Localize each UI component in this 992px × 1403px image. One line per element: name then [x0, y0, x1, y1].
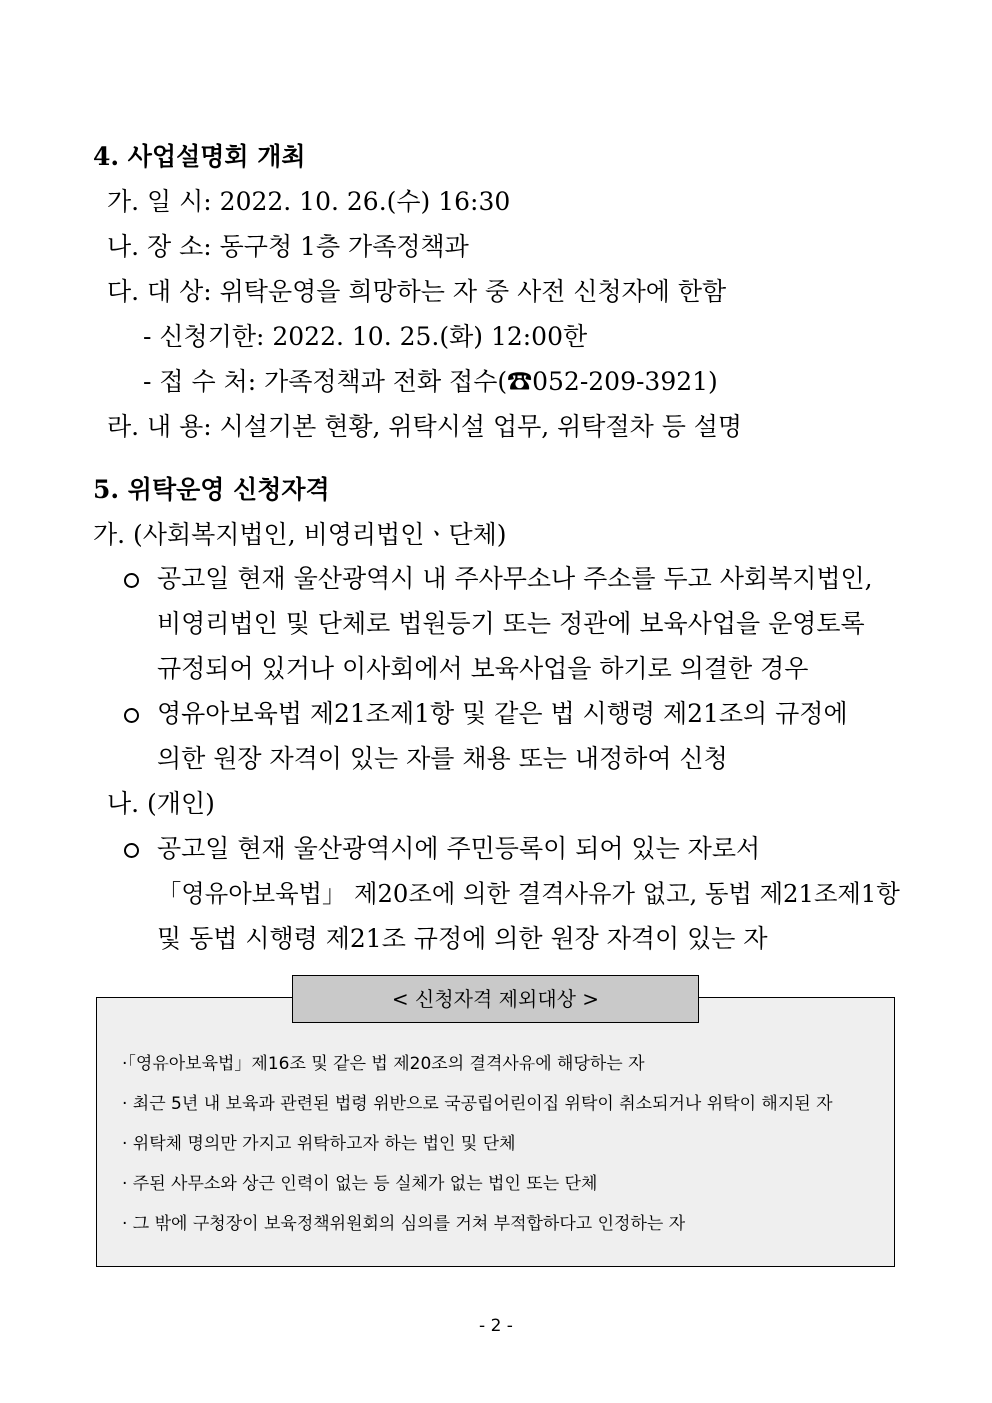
section-5-heading: 5. 위탁운영 신청자격	[93, 475, 330, 504]
indiv-item-line1: 공고일 현재 울산광역시에 주민등록이 되어 있는 자로서	[157, 834, 761, 863]
circle-bullet-icon	[124, 843, 139, 858]
corp-item2-line1: 영유아보육법 제21조제1항 및 같은 법 시행령 제21조의 규정에	[157, 699, 848, 728]
indiv-item-line2: 「영유아보육법」 제20조에 의한 결격사유가 없고, 동법 제21조제1항	[157, 879, 900, 908]
corp-item2-line2: 의한 원장 자격이 있는 자를 채용 또는 내정하여 신청	[157, 744, 728, 773]
briefing-content: 라. 내 용: 시설기본 현황, 위탁시설 업무, 위탁절차 등 설명	[107, 412, 743, 441]
exclusion-box-title: < 신청자격 제외대상 >	[292, 975, 699, 1023]
exclusion-item: · 주된 사무소와 상근 인력이 없는 등 실체가 없는 법인 또는 단체	[122, 1174, 598, 1194]
corp-item1-line3: 규정되어 있거나 이사회에서 보육사업을 하기로 의결한 경우	[157, 654, 809, 683]
corporation-label: 가. (사회복지법인, 비영리법인ㆍ단체)	[93, 520, 507, 549]
exclusion-item: · 위탁체 명의만 가지고 위탁하고자 하는 법인 및 단체	[122, 1134, 516, 1154]
exclusion-item: ·「영유아보육법」제16조 및 같은 법 제20조의 결격사유에 해당하는 자	[122, 1054, 645, 1074]
briefing-datetime: 가. 일 시: 2022. 10. 26.(수) 16:30	[107, 187, 511, 216]
exclusion-item: · 최근 5년 내 보육과 관련된 법령 위반으로 국공립어린이집 위탁이 취소되거나 위탁이 해지된 자	[122, 1094, 833, 1114]
briefing-place: 나. 장 소: 동구청 1층 가족정책과	[107, 232, 469, 261]
indiv-item-line3: 및 동법 시행령 제21조 규정에 의한 원장 자격이 있는 자	[157, 924, 768, 953]
individual-label: 나. (개인)	[107, 789, 215, 818]
reception-contact: - 접 수 처: 가족정책과 전화 접수(☎052-209-3921)	[143, 367, 718, 396]
briefing-target: 다. 대 상: 위탁운영을 희망하는 자 중 사전 신청자에 한함	[107, 277, 727, 306]
circle-bullet-icon	[124, 573, 139, 588]
corp-item1-line1: 공고일 현재 울산광역시 내 주사무소나 주소를 두고 사회복지법인,	[157, 564, 873, 593]
page-number: - 2 -	[479, 1316, 513, 1336]
exclusion-item: · 그 밖에 구청장이 보육정책위원회의 심의를 거쳐 부적합하다고 인정하는 자	[122, 1214, 686, 1234]
corp-item1-line2: 비영리법인 및 단체로 법원등기 또는 정관에 보육사업을 운영토록	[157, 609, 865, 638]
circle-bullet-icon	[124, 708, 139, 723]
section-4-heading: 4. 사업설명회 개최	[93, 142, 306, 171]
application-deadline: - 신청기한: 2022. 10. 25.(화) 12:00한	[143, 322, 588, 351]
